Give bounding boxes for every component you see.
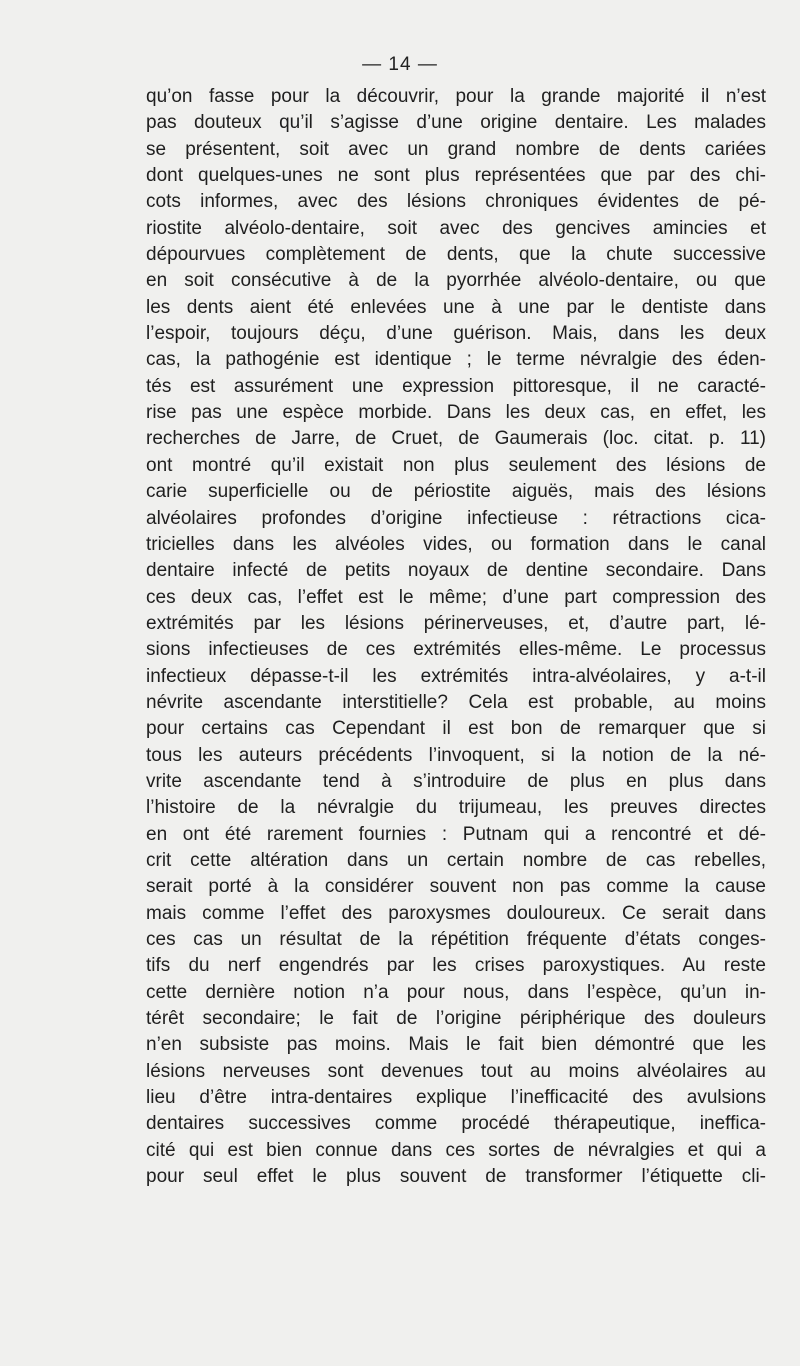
text-line: n’en subsiste pas moins. Mais le fait bien démontré que les — [146, 1034, 766, 1056]
text-line: cité qui est bien connue dans ces sortes de névralgies et qui a — [146, 1139, 766, 1161]
text-line: dentaires successives comme procédé thérapeutique, ineffica- — [146, 1113, 766, 1135]
text-line: pas douteux qu’il s’agisse d’une origine dentaire. Les malades — [146, 112, 766, 134]
text-line: ces deux cas, l’effet est le même; d’une part compression des — [146, 586, 766, 608]
text-line: serait porté à la considérer souvent non pas comme la cause — [146, 876, 766, 898]
text-line: tricielles dans les alvéoles vides, ou formation dans le canal — [146, 533, 766, 555]
text-line: névrite ascendante interstitielle? Cela est probable, au moins — [146, 691, 766, 713]
text-line: vrite ascendante tend à s’introduire de plus en plus dans — [146, 770, 766, 792]
text-line: l’espoir, toujours déçu, d’une guérison. Mais, dans les deux — [146, 323, 766, 345]
text-line: tifs du nerf engendrés par les crises paroxystiques. Au reste — [146, 955, 766, 977]
text-line: térêt secondaire; le fait de l’origine périphérique des douleurs — [146, 1008, 766, 1030]
text-line: extrémités par les lésions périnerveuses, et, d’autre part, lé- — [146, 612, 766, 634]
text-line: sions infectieuses de ces extrémités elles-même. Le processus — [146, 639, 766, 661]
text-line: pour seul effet le plus souvent de transformer l’étiquette cli- — [146, 1166, 766, 1188]
text-line: mais comme l’effet des paroxysmes douloureux. Ce serait dans — [146, 902, 766, 924]
page-number: — 14 — — [362, 54, 438, 75]
text-line: les dents aient été enlevées une à une par le dentiste dans — [146, 296, 766, 318]
text-line: pour certains cas Cependant il est bon de remarquer que si — [146, 718, 766, 740]
text-line: tous les auteurs précédents l’invoquent, si la notion de la né- — [146, 744, 766, 766]
text-line: infectieux dépasse-t-il les extrémités intra-alvéolaires, y a-t-il — [146, 665, 766, 687]
text-line: rise pas une espèce morbide. Dans les deux cas, en effet, les — [146, 402, 766, 424]
text-line: lésions nerveuses sont devenues tout au moins alvéolaires au — [146, 1060, 766, 1082]
text-line: l’histoire de la névralgie du trijumeau, les preuves directes — [146, 797, 766, 819]
text-line: dont quelques-unes ne sont plus représentées que par des chi- — [146, 165, 766, 187]
text-line: riostite alvéolo-dentaire, soit avec des gencives amincies et — [146, 217, 766, 239]
text-line: alvéolaires profondes d’origine infectieuse : rétractions cica- — [146, 507, 766, 529]
text-line: carie superficielle ou de périostite aiguës, mais des lésions — [146, 481, 766, 503]
text-line: en ont été rarement fournies : Putnam qui a rencontré et dé- — [146, 823, 766, 845]
text-line: cette dernière notion n’a pour nous, dans l’espèce, qu’un in- — [146, 981, 766, 1003]
text-line: cots informes, avec des lésions chroniques évidentes de pé- — [146, 191, 766, 213]
text-line: tés est assurément une expression pittoresque, il ne caracté- — [146, 375, 766, 397]
text-line: dentaire infecté de petits noyaux de dentine secondaire. Dans — [146, 560, 766, 582]
body-text — [146, 84, 766, 1190]
text-line: ont montré qu’il existait non plus seulement des lésions de — [146, 454, 766, 476]
text-line: en soit consécutive à de la pyorrhée alvéolo-dentaire, ou que — [146, 270, 766, 292]
text-line: crit cette altération dans un certain nombre de cas rebelles, — [146, 849, 766, 871]
text-line: ces cas un résultat de la répétition fréquente d’états conges- — [146, 929, 766, 950]
text-line: dépourvues complètement de dents, que la chute successive — [146, 244, 766, 266]
text-line: qu’on fasse pour la découvrir, pour la grande majorité il n’est — [146, 86, 766, 107]
text-line: recherches de Jarre, de Cruet, de Gaumerais (loc. citat. p. 11) — [146, 428, 766, 450]
text-line: cas, la pathogénie est identique ; le terme névralgie des éden- — [146, 349, 766, 371]
text-line: se présentent, soit avec un grand nombre de dents cariées — [146, 138, 766, 160]
text-line: lieu d’être intra-dentaires explique l’inefficacité des avulsions — [146, 1087, 766, 1109]
